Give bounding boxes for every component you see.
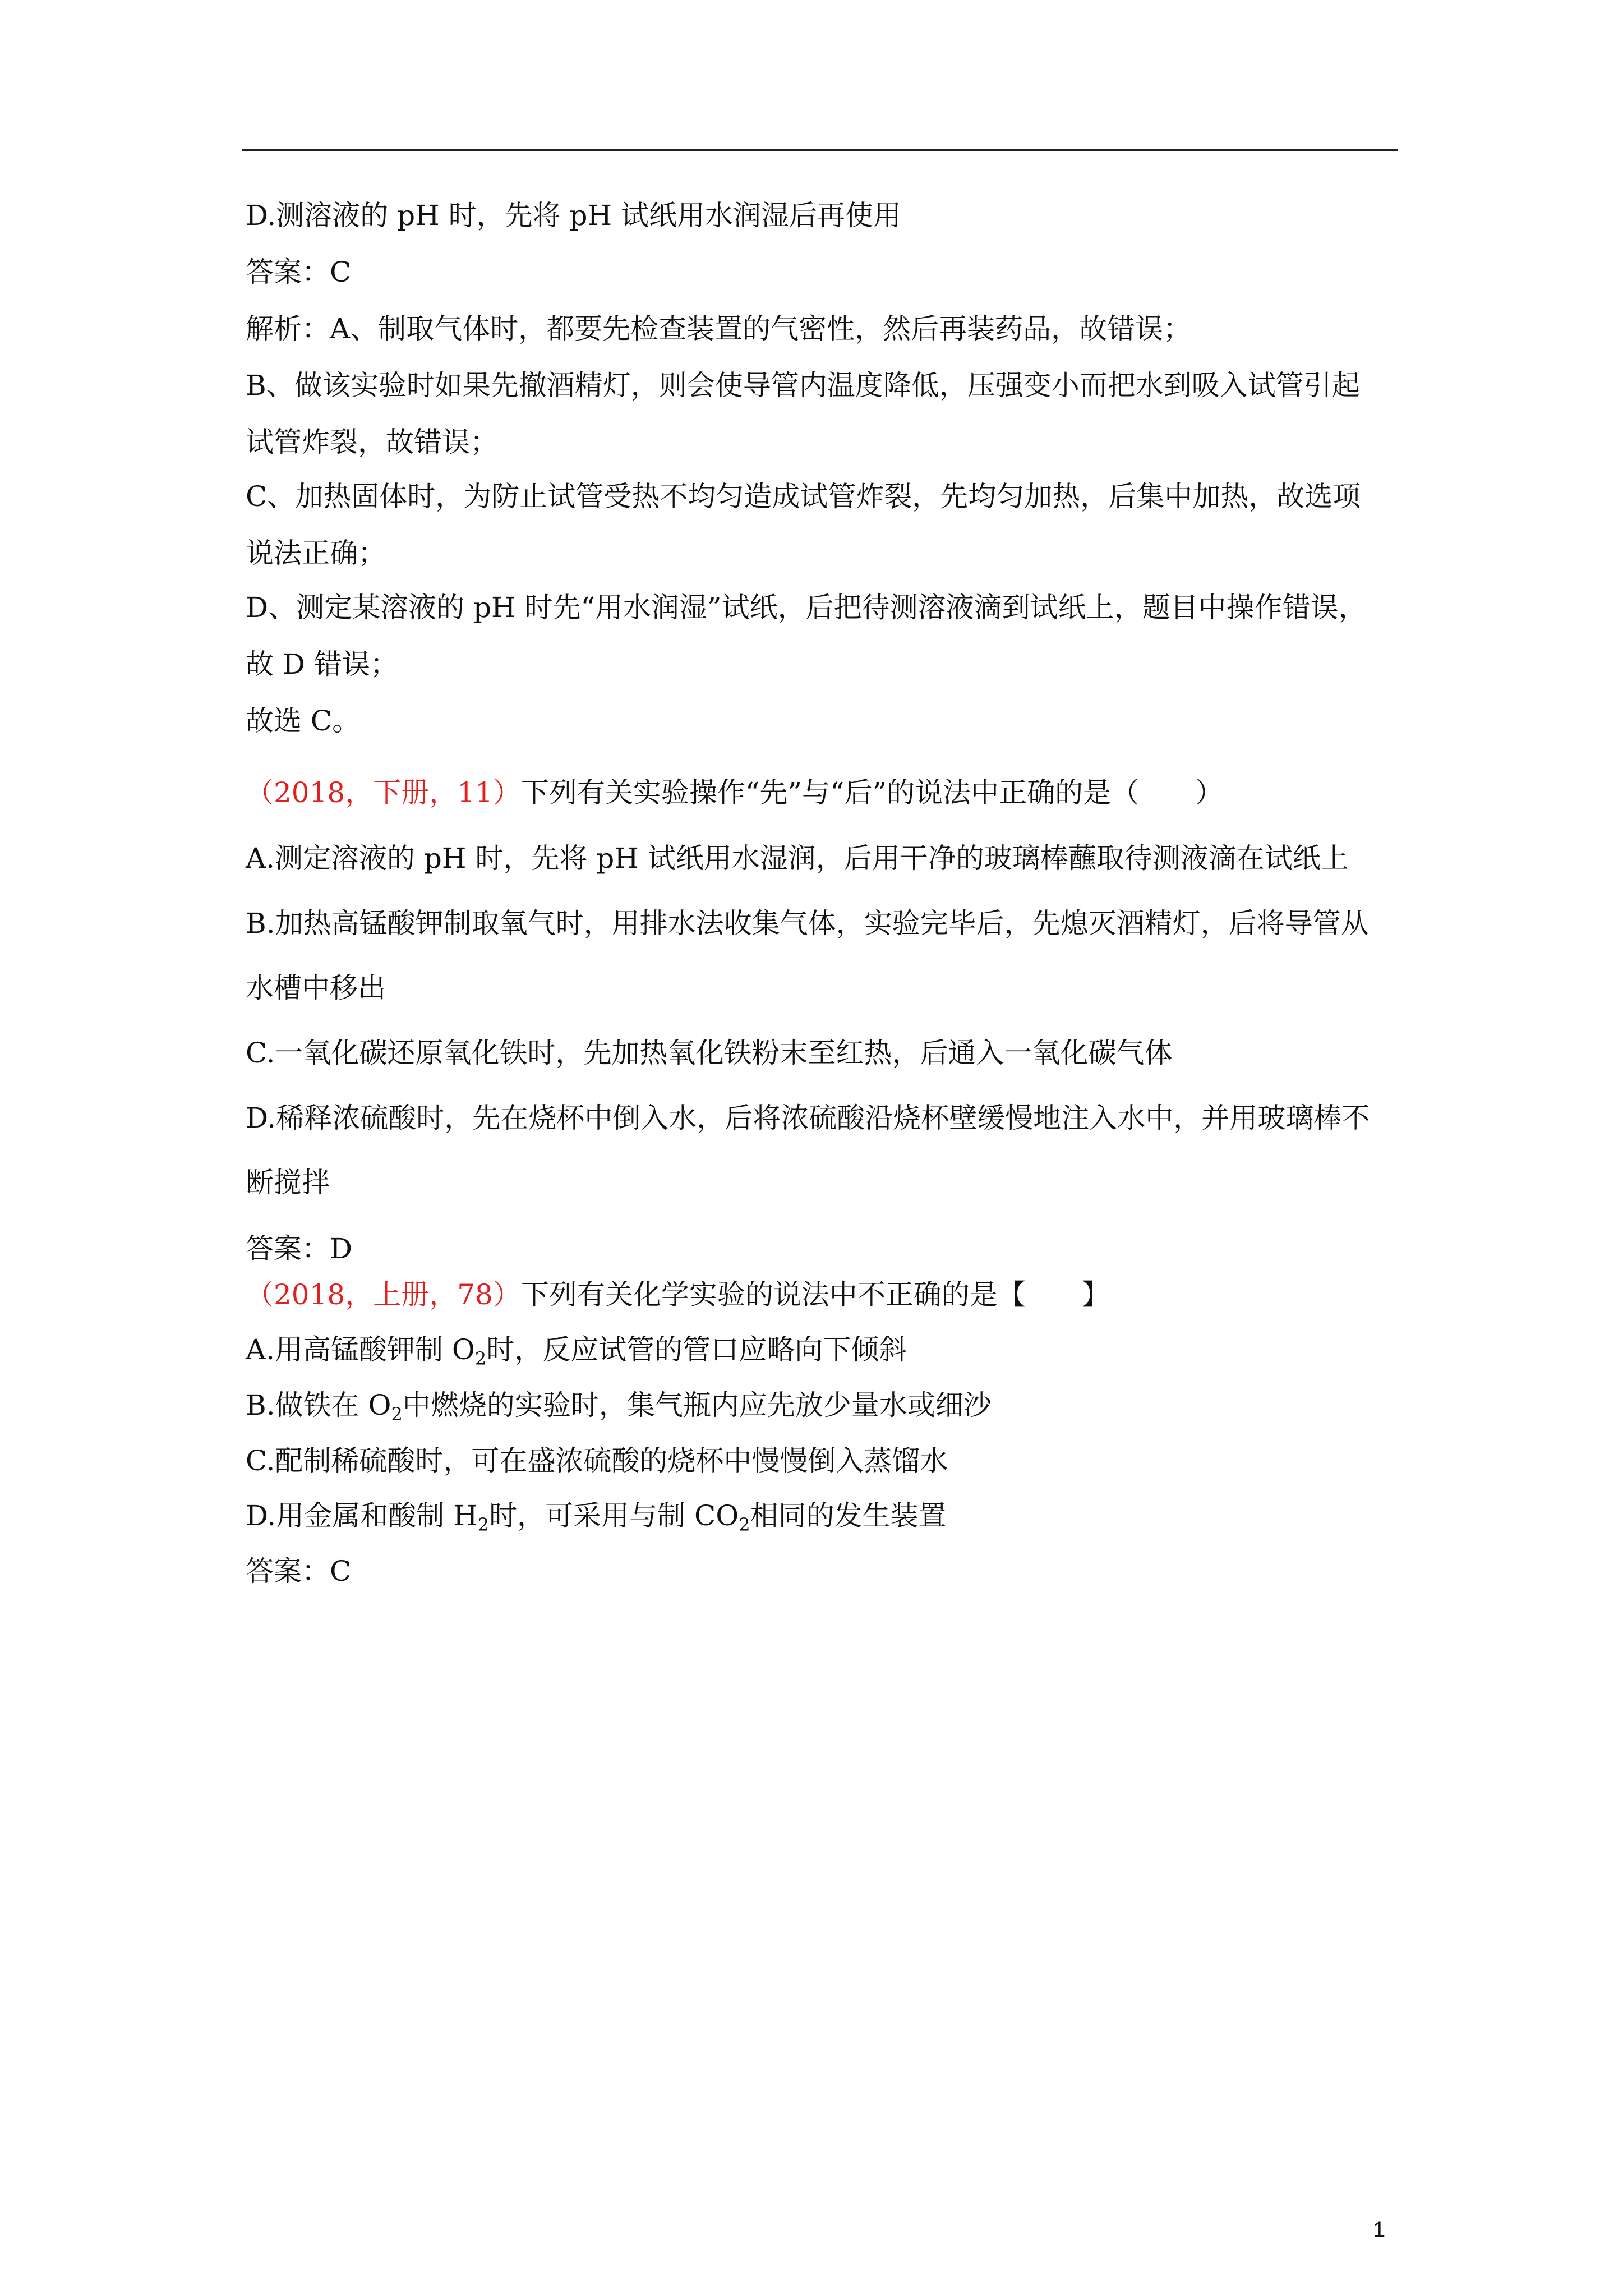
question-source: （2018，上册，78） [246, 1278, 521, 1311]
option-b: B.做铁在 $O_2$中燃烧的实验时，集气瓶内应先放少量水或细沙 [246, 1389, 992, 1425]
text-line: 故选 C。 [246, 705, 361, 737]
text-line: C、加热固体时，为防止试管受热不均匀造成试管炸裂，先均匀加热，后集中加热，故选项 [246, 480, 1361, 513]
question-stem [246, 776, 1223, 809]
answer-line: 答案：D [246, 1232, 353, 1265]
option-a: A.用高锰酸钾制 $O_2$时，反应试管的管口应略向下倾斜 [246, 1333, 907, 1369]
option-d-continued: 断搅拌 [246, 1166, 330, 1199]
question-source: （2018，下册，11） [246, 776, 521, 809]
question-text: 下列有关实验操作“先”与“后”的说法中正确的是（ ） [520, 776, 1224, 809]
option-d: D.用金属和酸制 $H_2$时，可采用与制 $CO_2$相同的发生装置 [246, 1499, 947, 1535]
text-line: B、做该实验时如果先撤酒精灯，则会使导管内温度降低，压强变小而把水到吸入试管引起 [246, 369, 1360, 402]
option-b-continued: 水槽中移出 [246, 972, 386, 1004]
text-line: 说法正确； [246, 537, 386, 569]
header-rule [242, 149, 1398, 151]
question-stem [246, 1278, 1110, 1312]
text-line: D.测溶液的 pH 时，先将 pH 试纸用水润湿后再使用 [246, 199, 901, 232]
answer-line: 答案：C [246, 1555, 352, 1588]
text-line: 答案：C [246, 256, 352, 288]
option-d: D.稀释浓硫酸时，先在烧杯中倒入水，后将浓硫酸沿烧杯壁缓慢地注入水中，并用玻璃棒不 [246, 1102, 1370, 1134]
text-line: D、测定某溶液的 pH 时先“用水润湿”试纸，后把待测溶液滴到试纸上，题目中操作错误， [246, 591, 1367, 624]
option-a: A.测定溶液的 pH 时，先将 pH 试纸用水湿润，后用干净的玻璃棒蘸取待测液滴在试纸上 [246, 842, 1349, 875]
text-line: 试管炸裂，故错误； [246, 426, 498, 458]
question-text: 下列有关化学实验的说法中不正确的是【 】 [520, 1278, 1110, 1311]
option-c: C.配制稀硫酸时，可在盛浓硫酸的烧杯中慢慢倒入蒸馏水 [246, 1444, 948, 1477]
text-line: 解析：A、制取气体时，都要先检查装置的气密性，然后再装药品，故错误； [246, 312, 1192, 345]
page-number: 1 [1373, 2217, 1386, 2242]
option-c: C.一氧化碳还原氧化铁时，先加热氧化铁粉末至红热，后通入一氧化碳气体 [246, 1037, 1173, 1069]
text-line: 故 D 错误； [246, 648, 398, 680]
option-b: B.加热高锰酸钾制取氧气时，用排水法收集气体，实验完毕后，先熄灭酒精灯，后将导管从 [246, 907, 1369, 940]
